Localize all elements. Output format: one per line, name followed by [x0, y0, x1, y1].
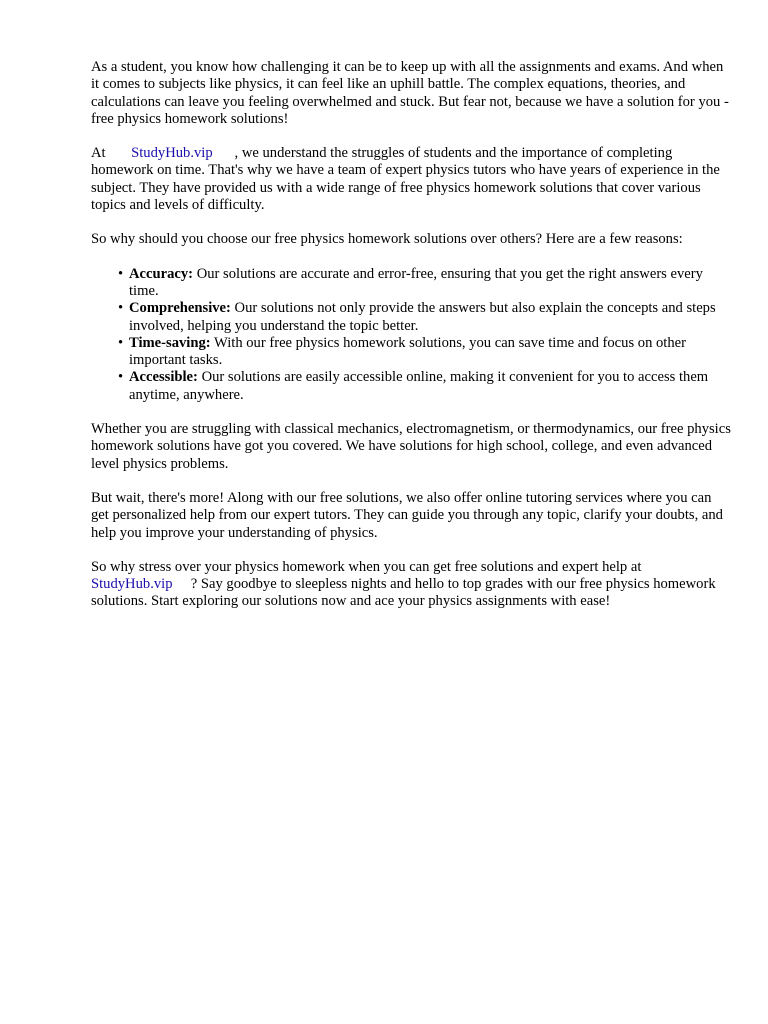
reason-item-accessible — [118, 369, 731, 404]
reason-item-time-saving — [118, 334, 731, 370]
document-page — [91, 59, 731, 628]
studyhub-link[interactable]: StudyHub.vip — [131, 145, 213, 162]
reasons-list — [91, 266, 731, 404]
bullet-icon: • — [118, 300, 124, 317]
bullet-icon: • — [118, 369, 124, 386]
about-paragraph — [91, 145, 731, 214]
bullet-icon: • — [118, 334, 124, 351]
reason-title: Comprehensive: — [129, 300, 231, 317]
closing-suffix: ? Say goodbye to sleepless nights and hello to top grades with our free physics homework solutions. Start exploring our solutions now and ace your physics assignments with ease! — [91, 576, 716, 610]
intro-paragraph: As a student, you know how challenging it can be to keep up with all the assignments and exams. And when it comes to subjects like physics, it can feel like an uphill battle. The complex equations, theories, and calculations can leave you feeling overwhelmed and stuck. But fear not, because we have a solution for you - free physics homework solutions! — [91, 59, 729, 127]
reason-text: Our solutions not only provide the answers but also explain the concepts and steps involved, helping you understand the topic better. — [129, 300, 716, 334]
reason-text: Our solutions are easily accessible online, making it convenient for you to access them anytime, anywhere. — [129, 369, 709, 403]
studyhub-link[interactable]: StudyHub.vip — [91, 576, 173, 593]
closing-paragraph — [91, 559, 731, 611]
bullet-icon: • — [118, 265, 124, 282]
reasons-intro: So why should you choose our free physics homework solutions over others? Here are a few reasons: — [91, 231, 683, 248]
tutoring-paragraph: But wait, there's more! Along with our free solutions, we also offer online tutoring services where you can get personalized help from our expert tutors. They can guide you through any topic, clarify your doubts, and help you improve your understanding of physics. — [91, 489, 723, 541]
reason-title: Accessible: — [129, 369, 198, 386]
closing-prefix: So why stress over your physics homework when you can get free solutions and expert help at — [91, 558, 642, 575]
reason-text: With our free physics homework solutions, you can save time and focus on other important tasks. — [129, 334, 686, 369]
reason-text: Our solutions are accurate and error-free, ensuring that you get the right answers every time. — [129, 265, 703, 299]
about-prefix: At — [91, 145, 106, 162]
reason-item-comprehensive — [118, 300, 731, 335]
reason-item-accuracy — [118, 265, 731, 301]
about-suffix: , we understand the struggles of students and the importance of completing homework on time. That's why we have a team of expert physics tutors who have years of experience in the subject. They have provided us with a wide range of free physics homework solutions that cover various topics and levels of difficulty. — [91, 145, 720, 214]
reason-title: Time-saving: — [129, 334, 211, 351]
reason-title: Accuracy: — [129, 265, 194, 282]
coverage-paragraph: Whether you are struggling with classical mechanics, electromagnetism, or thermodynamics, our free physics homework solutions have got you covered. We have solutions for high school, college, and even advanced level physics problems. — [91, 421, 731, 472]
